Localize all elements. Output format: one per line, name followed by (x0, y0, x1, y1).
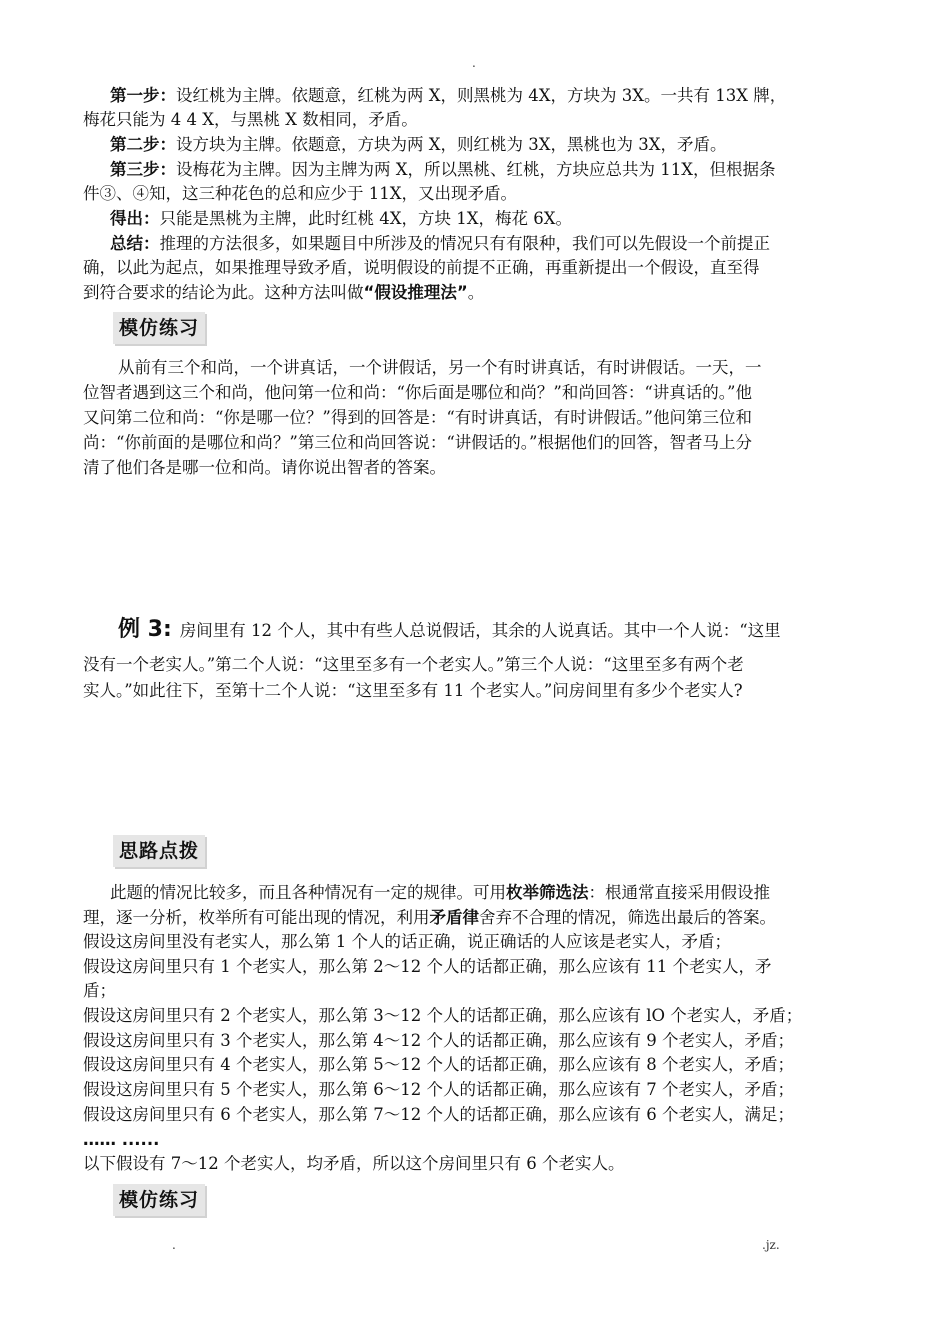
summary-text-3: 到符合要求的结论为此。这种方法叫做 (83, 283, 364, 302)
practice-heading: 模仿练习 (113, 312, 205, 344)
example-3-line-1 (118, 615, 908, 646)
summary-line-1 (110, 232, 873, 256)
case-1: 假设这房间里只有 1 个老实人，那么第 2～12 个人的话都正确，那么应该有 11 个老实人，矛 (83, 957, 772, 976)
practice-line-3: 又问第二位和尚：“你是哪一位？”得到的回答是：“有时讲真话，有时讲假话。”他问第三位和 (83, 408, 752, 427)
step-1-cont: 梅花只能为 4 4 X，与黑桃 X 数相同，矛盾。 (83, 110, 418, 129)
hint-text-1b: ：根通常直接采用假设推 (588, 883, 770, 902)
summary-end: 。 (467, 283, 485, 302)
step-2-text: 设方块为主牌。依题意，方块为两 X，则红桃为 3X，黑桃也为 3X，矛盾。 (176, 135, 727, 154)
summary-line-3 (83, 281, 873, 305)
step-1-label: 第一步： (110, 86, 176, 105)
practice-line-4: 尚：“你前面的是哪位和尚？”第三位和尚回答说：“讲假话的。”根据他们的回答，智者马上分 (83, 433, 752, 452)
step-3-text: 设梅花为主牌。因为主牌为两 X，所以黑桃、红桃，方块应总共为 11X，但根据条 (176, 160, 776, 179)
case-0: 假设这房间里没有老实人，那么第 1 个人的话正确，说正确话的人应该是老实人，矛盾； (83, 932, 731, 951)
case-1-cont: 盾； (83, 981, 116, 1000)
contradiction-term: 矛盾律 (429, 908, 479, 927)
case-6: 假设这房间里只有 6 个老实人，那么第 7～12 个人的话都正确，那么应该有 6 个老实人，满足； (83, 1105, 794, 1124)
case-4: 假设这房间里只有 4 个老实人，那么第 5～12 个人的话都正确，那么应该有 8 个老实人，矛盾； (83, 1055, 794, 1074)
case-5: 假设这房间里只有 5 个老实人，那么第 6～12 个人的话都正确，那么应该有 7 个老实人，矛盾； (83, 1080, 794, 1099)
result (110, 207, 873, 231)
hint-line-2 (83, 906, 873, 930)
summary-text-1: 推理的方法很多，如果题目中所涉及的情况只有有限种，我们可以先假设一个前提正 (159, 234, 770, 253)
step-3 (110, 158, 873, 182)
hint-text-1: 此题的情况比较多，而且各种情况有一定的规律。可用 (110, 883, 506, 902)
result-label: 得出： (110, 209, 160, 228)
ellipsis: …… ...... (83, 1130, 160, 1149)
hint-text-2b: 舍弃不合理的情况，筛选出最后的答案。 (479, 908, 776, 927)
step-2 (110, 133, 873, 157)
case-3: 假设这房间里只有 3 个老实人，那么第 4～12 个人的话都正确，那么应该有 9 个老实人，矛盾； (83, 1031, 794, 1050)
footer-left-mark: . (172, 1238, 176, 1252)
step-1-text: 设红桃为主牌。依题意，红桃为两 X，则黑桃为 4X，方块为 3X。一共有 13X 牌， (176, 86, 787, 105)
case-2: 假设这房间里只有 2 个老实人，那么第 3～12 个人的话都正确，那么应该有 lO 个老实人，矛盾； (83, 1006, 803, 1025)
step-3-cont: 件③、④知，这三种花色的总和应少于 11X，又出现矛盾。 (83, 184, 517, 203)
conclusion: 以下假设有 7～12 个老实人，均矛盾，所以这个房间里只有 6 个老实人。 (83, 1154, 625, 1173)
summary-label: 总结： (110, 234, 160, 253)
hint-text-2: 理，逐一分析，枚举所有可能出现的情况，利用 (83, 908, 430, 927)
hint-line-1 (110, 881, 873, 905)
footer-right-mark: .jz. (762, 1238, 780, 1252)
step-2-label: 第二步： (110, 135, 176, 154)
practice-line-1: 从前有三个和尚，一个讲真话，一个讲假话，另一个有时讲真话，有时讲假话。一天，一 (118, 358, 762, 377)
practice-line-5: 清了他们各是哪一位和尚。请你说出智者的答案。 (83, 458, 446, 477)
example-3-label: 例 3: (118, 617, 172, 642)
enumeration-term: 枚举筛选法 (506, 883, 589, 902)
hint-heading: 思路点拨 (113, 835, 205, 867)
method-term: “假设推理法” (363, 283, 468, 302)
example-3-text-1: 房间里有 12 个人，其中有些人总说假话，其余的人说真话。其中一个人说：“这里 (179, 621, 781, 640)
step-3-label: 第三步： (110, 160, 176, 179)
result-text: 只能是黑桃为主牌，此时红桃 4X，方块 1X，梅花 6X。 (159, 209, 572, 228)
practice-heading-2: 模仿练习 (113, 1184, 205, 1216)
practice-line-2: 位智者遇到这三个和尚，他问第一位和尚：“你后面是哪位和尚？”和尚回答：“讲真话的。”他 (83, 383, 752, 402)
example-3-line-2: 没有一个老实人。”第二个人说：“这里至多有一个老实人。”第三个人说：“这里至多有两个老 (83, 655, 744, 674)
summary-line-2: 确，以此为起点，如果推理导致矛盾，说明假设的前提不正确，再重新提出一个假设，直至得 (83, 258, 760, 277)
example-3-line-3: 实人。”如此往下，至第十二个人说：“这里至多有 11 个老实人。”问房间里有多少个老实人? (83, 681, 743, 700)
step-1 (110, 84, 873, 108)
header-mark: . (472, 56, 476, 70)
